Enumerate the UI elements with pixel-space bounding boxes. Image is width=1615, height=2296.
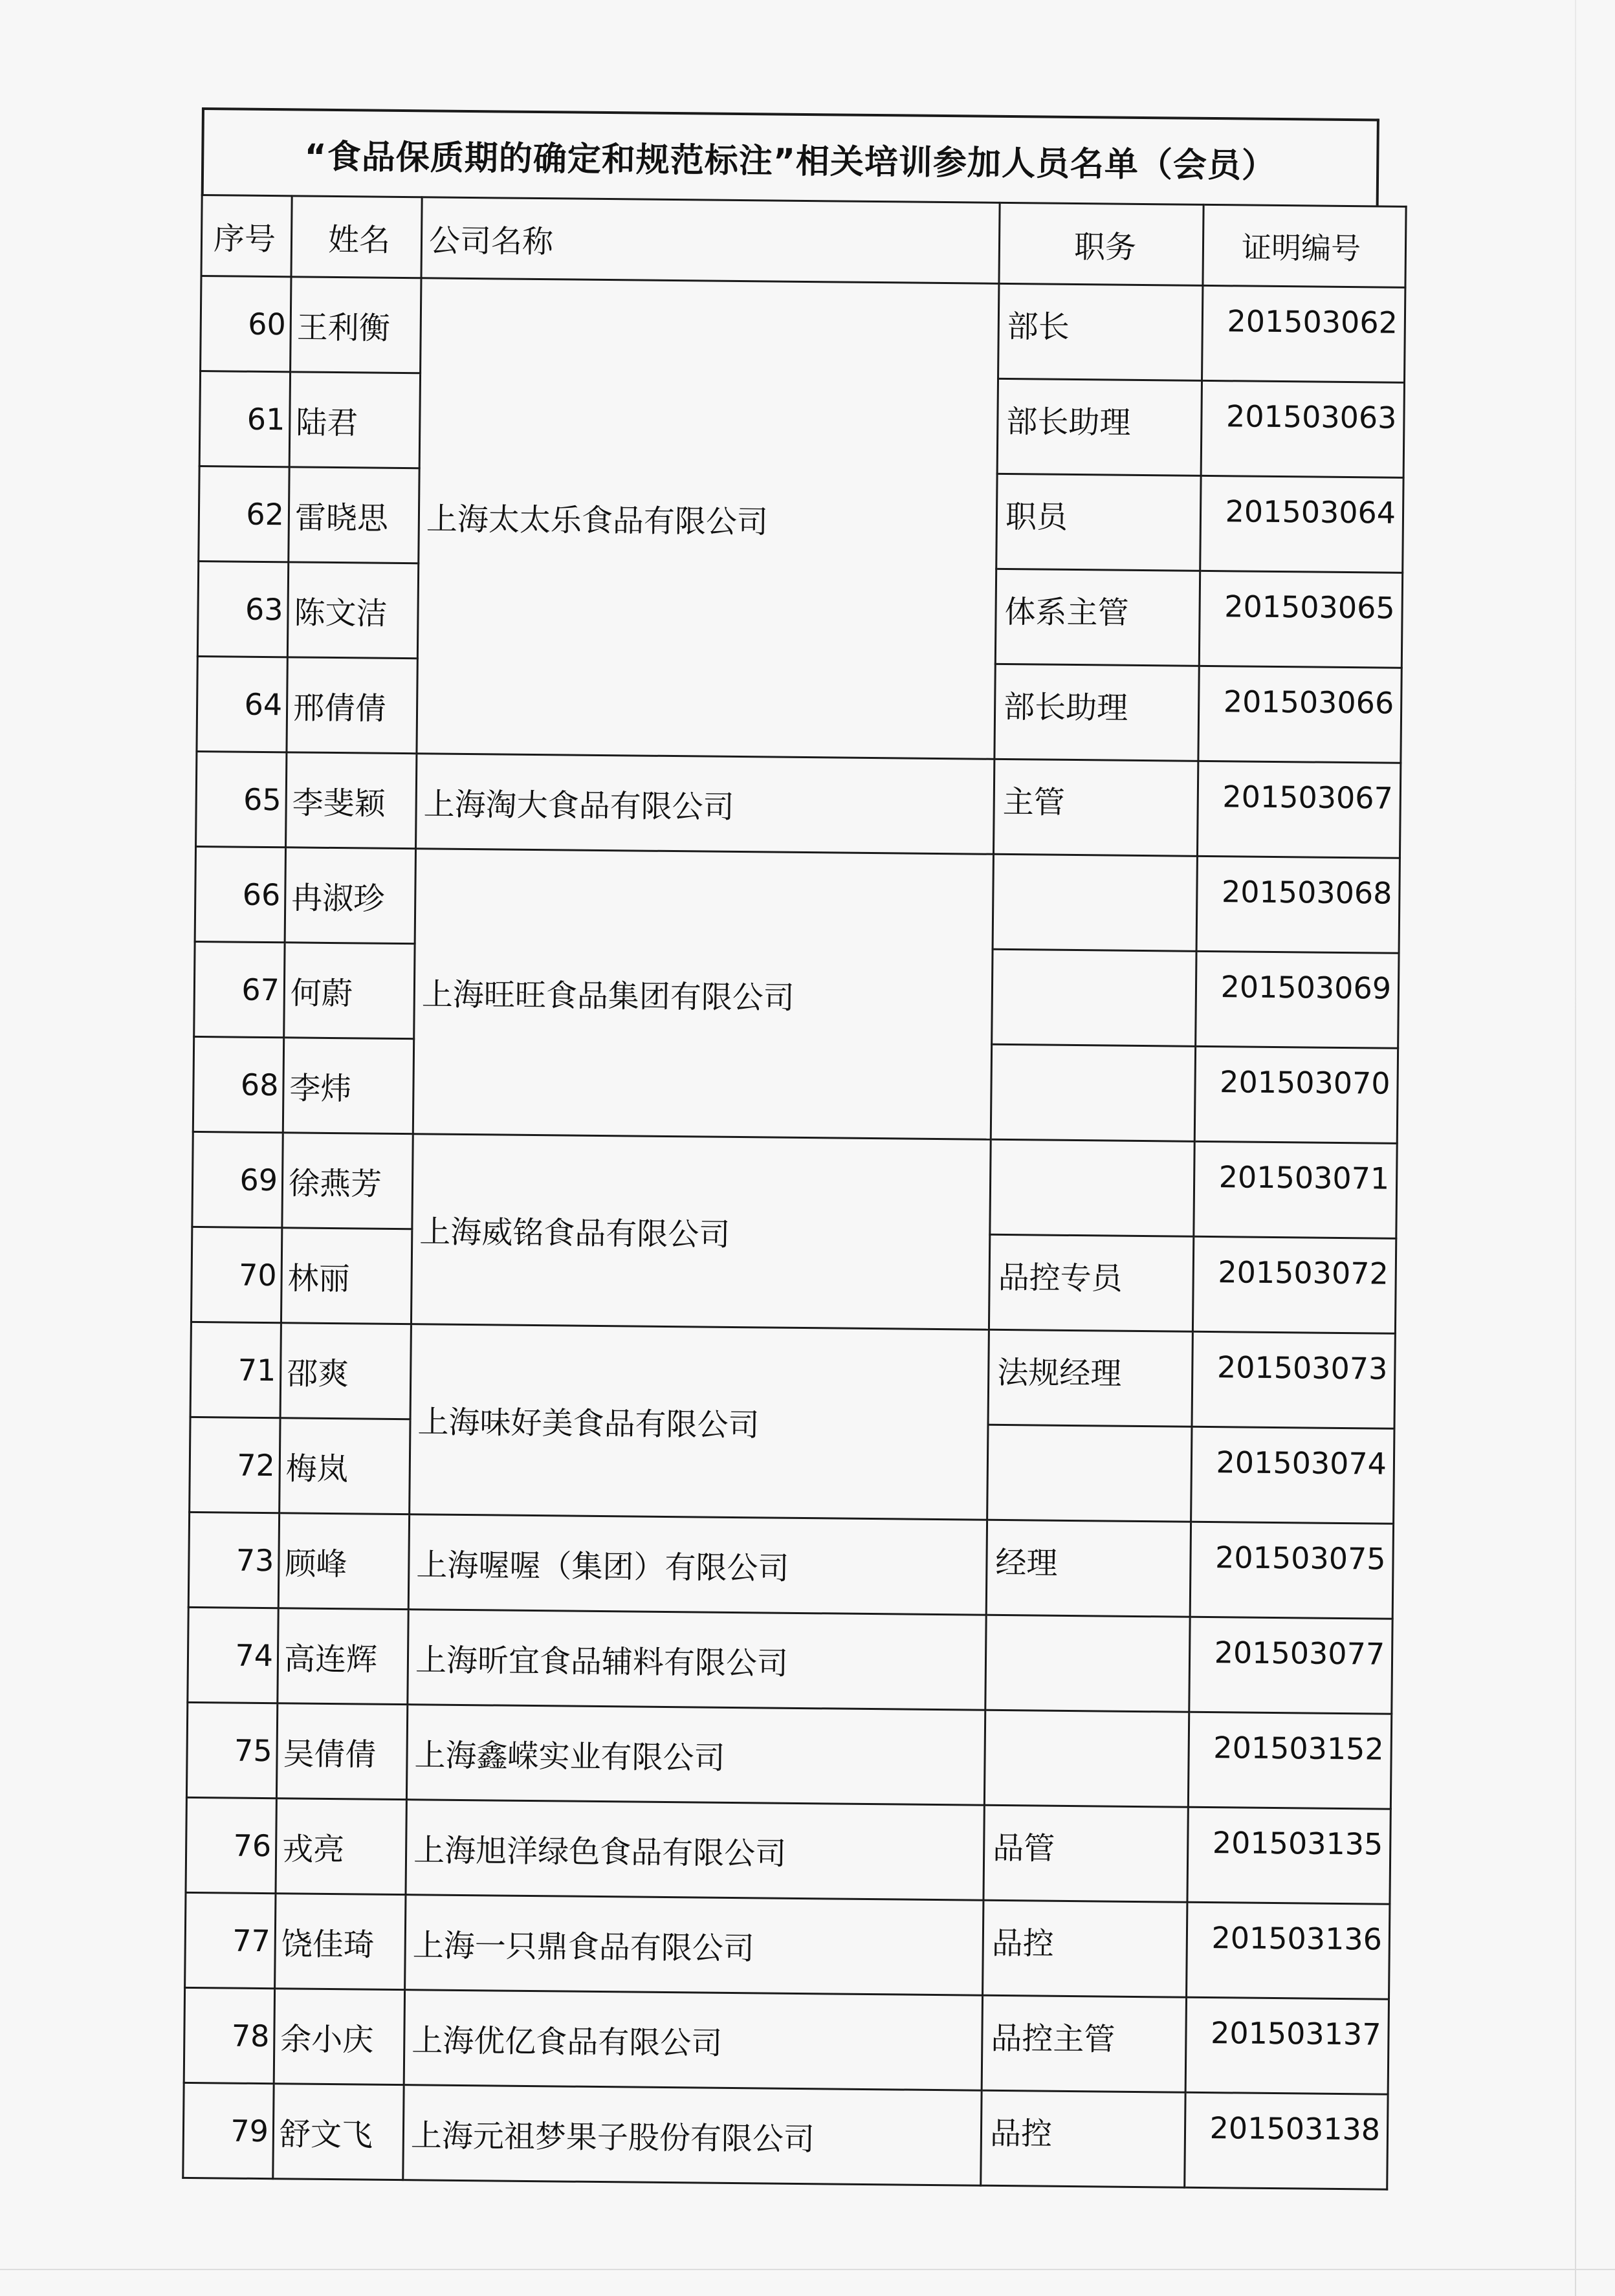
cell-position <box>985 1615 1190 1712</box>
header-no: 序号 <box>201 195 292 277</box>
cell-company: 上海味好美食品有限公司 <box>410 1324 989 1520</box>
cell-no: 63 <box>197 561 288 657</box>
table-row <box>183 2083 1388 2189</box>
table-header-row <box>201 195 1406 288</box>
cell-name: 梅岚 <box>280 1418 410 1514</box>
cell-name: 戎亮 <box>276 1799 406 1895</box>
cell-cert: 201503068 <box>1196 856 1400 953</box>
cell-no: 60 <box>201 276 291 372</box>
cell-company: 上海鑫嵘实业有限公司 <box>406 1705 985 1806</box>
cell-no: 68 <box>193 1036 283 1132</box>
cell-no: 77 <box>185 1892 276 1988</box>
cell-no: 64 <box>197 656 287 752</box>
cell-no: 61 <box>199 371 290 466</box>
header-cert: 证明编号 <box>1203 204 1406 287</box>
cell-position: 品管 <box>983 1805 1188 1902</box>
attendee-table <box>182 194 1407 2191</box>
cell-cert: 201503065 <box>1199 571 1402 668</box>
header-name: 姓名 <box>291 196 422 278</box>
cell-company: 上海太太乐食品有限公司 <box>417 278 999 760</box>
cell-cert: 201503152 <box>1188 1712 1391 1809</box>
cell-position: 部长助理 <box>997 378 1202 476</box>
header-company: 公司名称 <box>421 197 1000 284</box>
cell-name: 李斐颖 <box>286 752 417 849</box>
scan-edge-right <box>1575 0 1576 2296</box>
cell-name: 余小庆 <box>274 1989 404 2085</box>
cell-position: 主管 <box>993 759 1198 856</box>
table-row <box>186 1702 1391 1809</box>
cell-position <box>984 1710 1189 1807</box>
table-row <box>184 1987 1389 2094</box>
attendee-list-document <box>182 107 1398 2190</box>
cell-cert: 201503072 <box>1192 1236 1396 1333</box>
table-row <box>201 276 1405 383</box>
cell-cert: 201503074 <box>1191 1427 1394 1524</box>
cell-position <box>991 1044 1195 1141</box>
table-row <box>192 1132 1397 1238</box>
cell-name: 冉淑珍 <box>285 847 415 944</box>
cell-name: 王利衡 <box>291 277 421 373</box>
scan-edge-bottom <box>0 2269 1615 2270</box>
cell-name: 陆君 <box>289 372 420 468</box>
cell-cert: 201503077 <box>1189 1617 1392 1714</box>
table-row <box>195 846 1400 953</box>
table-row <box>190 1322 1395 1428</box>
cell-name: 舒文飞 <box>273 2084 404 2180</box>
cell-cert: 201503071 <box>1194 1141 1397 1238</box>
cell-no: 73 <box>188 1512 279 1608</box>
cell-company: 上海旭洋绿色食品有限公司 <box>406 1800 984 1901</box>
cell-position <box>993 854 1197 951</box>
cell-name: 雷晓思 <box>289 467 419 563</box>
table-row <box>185 1892 1390 1999</box>
cell-company: 上海一只鼎食品有限公司 <box>405 1895 983 1996</box>
cell-company: 上海淘大食品有限公司 <box>416 754 994 855</box>
cell-cert: 201503073 <box>1192 1331 1395 1428</box>
cell-no: 65 <box>196 751 287 847</box>
cell-cert: 201503135 <box>1187 1807 1390 1904</box>
cell-position: 品控 <box>981 2090 1185 2187</box>
cell-no: 70 <box>191 1227 281 1322</box>
cell-cert: 201503069 <box>1196 951 1399 1048</box>
cell-no: 67 <box>194 941 285 1037</box>
cell-cert: 201503070 <box>1194 1046 1398 1143</box>
cell-cert: 201503067 <box>1197 761 1400 858</box>
cell-no: 62 <box>199 466 289 562</box>
cell-company: 上海旺旺食品集团有限公司 <box>413 849 993 1140</box>
cell-position: 法规经理 <box>988 1329 1192 1427</box>
cell-company: 上海昕宜食品辅料有限公司 <box>408 1610 986 1711</box>
table-row <box>188 1607 1392 1714</box>
cell-position <box>987 1425 1192 1522</box>
cell-name: 李炜 <box>283 1038 413 1134</box>
cell-name: 林丽 <box>281 1228 412 1324</box>
cell-name: 徐燕芳 <box>282 1133 413 1229</box>
cell-no: 74 <box>188 1607 278 1703</box>
cell-position: 品控主管 <box>982 1995 1186 2092</box>
cell-cert: 201503066 <box>1198 666 1401 763</box>
cell-cert: 201503136 <box>1187 1902 1390 1999</box>
cell-cert: 201503062 <box>1202 285 1405 382</box>
cell-no: 79 <box>183 2083 274 2178</box>
cell-no: 69 <box>192 1132 283 1227</box>
cell-company: 上海喔喔（集团）有限公司 <box>408 1514 987 1615</box>
cell-cert: 201503064 <box>1200 476 1403 573</box>
cell-no: 66 <box>195 846 285 942</box>
cell-position <box>990 1139 1194 1236</box>
cell-name: 邵爽 <box>280 1323 411 1419</box>
cell-position: 品控专员 <box>989 1234 1193 1331</box>
cell-cert: 201503137 <box>1185 1997 1389 2094</box>
cell-position <box>992 949 1196 1046</box>
cell-company: 上海优亿食品有限公司 <box>404 1990 982 2091</box>
cell-position: 部长助理 <box>994 664 1199 761</box>
cell-cert: 201503075 <box>1190 1522 1393 1619</box>
cell-name: 饶佳琦 <box>275 1894 406 1990</box>
cell-no: 76 <box>186 1797 276 1893</box>
cell-company: 上海威铭食品有限公司 <box>411 1134 991 1330</box>
cell-position: 经理 <box>986 1520 1191 1617</box>
cell-no: 78 <box>184 1987 274 2083</box>
cell-name: 顾峰 <box>278 1513 409 1610</box>
cell-name: 高连辉 <box>278 1608 408 1705</box>
cell-name: 邢倩倩 <box>287 657 417 754</box>
cell-cert: 201503138 <box>1185 2092 1388 2189</box>
header-position: 职务 <box>999 202 1203 285</box>
table-row <box>196 751 1401 858</box>
cell-no: 75 <box>186 1702 277 1798</box>
cell-name: 吴倩倩 <box>276 1703 407 1800</box>
table-row <box>188 1512 1393 1619</box>
cell-name: 陈文洁 <box>287 562 418 659</box>
document-title: “食品保质期的确定和规范标注”相关培训参加人员名单（会员） <box>201 107 1379 205</box>
cell-position: 部长 <box>998 283 1203 380</box>
cell-cert: 201503063 <box>1201 380 1404 477</box>
table-row <box>186 1797 1390 1904</box>
cell-no: 72 <box>190 1417 280 1513</box>
cell-company: 上海元祖梦果子股份有限公司 <box>403 2085 982 2186</box>
cell-position: 体系主管 <box>995 569 1200 666</box>
cell-name: 何蔚 <box>284 943 415 1039</box>
cell-position: 职员 <box>996 474 1201 571</box>
cell-position: 品控 <box>983 1900 1187 1997</box>
cell-no: 71 <box>190 1322 281 1417</box>
